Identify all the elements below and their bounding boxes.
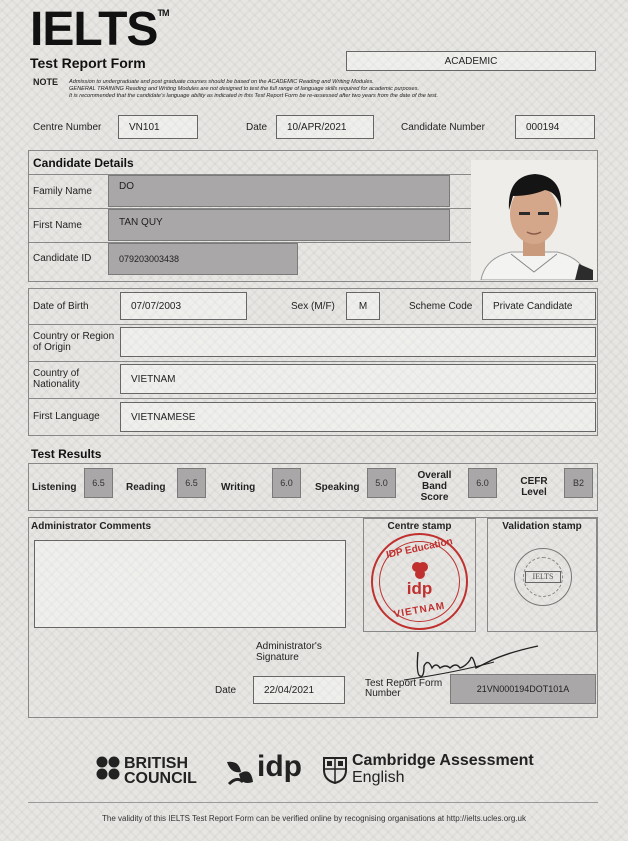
trf-number-field: 21VN000194DOT101A xyxy=(450,674,596,704)
cefr-level-label: CEFR Level xyxy=(520,476,548,498)
family-name-field: DO xyxy=(108,175,450,207)
british-council-dots-icon xyxy=(96,756,126,786)
stamp-bottom-text: VIETNAM xyxy=(392,600,447,621)
footer-verification-text: The validity of this IELTS Test Report Form can be verified online by recognising organisations at http://ielts.ucles.org.uk xyxy=(102,814,526,823)
centre-number-label: Centre Number xyxy=(33,122,102,133)
nationality-label: Country of Nationality xyxy=(33,368,80,390)
listening-label: Listening xyxy=(32,482,77,493)
scheme-code-field: Private Candidate xyxy=(482,292,596,320)
leaf-icon xyxy=(411,561,429,579)
candidate-photo xyxy=(471,160,597,280)
candidate-number-field: 000194 xyxy=(515,115,595,139)
form-title: Test Report Form xyxy=(30,55,146,71)
dob-field: 07/07/2003 xyxy=(120,292,247,320)
candidate-details-title: Candidate Details xyxy=(33,156,134,170)
centre-stamp-label: Centre stamp xyxy=(387,521,452,532)
scheme-code-label: Scheme Code xyxy=(409,301,473,312)
test-results-panel xyxy=(28,463,598,511)
listening-score: 6.5 xyxy=(84,468,113,498)
issue-date-label: Date xyxy=(215,685,237,696)
administrator-comments-label: Administrator Comments xyxy=(31,521,152,532)
test-results-title: Test Results xyxy=(31,447,102,461)
reading-label: Reading xyxy=(126,482,166,493)
validation-stamp xyxy=(514,548,572,606)
first-name-label: First Name xyxy=(33,220,82,231)
date-label: Date xyxy=(246,122,268,133)
cambridge-shield-icon xyxy=(322,756,348,784)
idp-logo: idp xyxy=(257,750,302,783)
candidate-id-field: 079203003438 xyxy=(108,243,298,275)
note-text: Admission to undergraduate and post graduate courses should be based on the ACADEMIC Reading and Writing Modules. GENERAL TRAINING Reading and Writing Modules are not designed to test the full range of language skills required for academic purposes. It is recommended that the candidate's language ability as indicated in this Test Report Form be re-assessed after two years from the date of the test. xyxy=(69,79,438,99)
first-name-field: TAN QUY xyxy=(108,209,450,241)
centre-number-field: VN101 xyxy=(118,115,198,139)
writing-score: 6.0 xyxy=(272,468,301,498)
module-field: ACADEMIC xyxy=(346,51,596,71)
first-language-field: VIETNAMESE xyxy=(120,402,596,432)
issue-date-field: 22/04/2021 xyxy=(253,676,345,704)
validation-center-text: IELTS xyxy=(525,571,561,583)
nationality-field: VIETNAM xyxy=(120,364,596,394)
writing-label: Writing xyxy=(221,482,256,493)
stamp-center-text: idp xyxy=(406,579,433,598)
test-date-field: 10/APR/2021 xyxy=(276,115,374,139)
sex-field: M xyxy=(346,292,380,320)
cambridge-assessment-logo: Cambridge Assessment English xyxy=(352,752,534,786)
ielts-logo: IELTS™ xyxy=(30,3,169,56)
idp-leaf-icon xyxy=(225,756,255,788)
note-label: NOTE xyxy=(33,77,59,87)
centre-stamp xyxy=(371,533,468,630)
family-name-label: Family Name xyxy=(33,186,92,197)
british-council-logo: BRITISH COUNCIL xyxy=(124,755,197,787)
signature-label: Administrator's Signature xyxy=(256,641,322,663)
origin-label: Country or Region of Origin xyxy=(33,331,115,353)
trf-number-label: Test Report Form Number xyxy=(365,678,443,699)
overall-band-label: Overall Band Score xyxy=(417,470,452,503)
candidate-number-label: Candidate Number xyxy=(401,122,485,133)
cefr-level-score: B2 xyxy=(564,468,593,498)
first-language-label: First Language xyxy=(33,411,100,422)
overall-band-score: 6.0 xyxy=(468,468,497,498)
candidate-id-label: Candidate ID xyxy=(33,253,92,264)
stamp-top-text: IDP Education xyxy=(385,536,454,561)
origin-field xyxy=(120,327,596,357)
validation-stamp-label: Validation stamp xyxy=(502,521,582,532)
speaking-score: 5.0 xyxy=(367,468,396,498)
administrator-comments-box xyxy=(34,540,346,628)
sex-label: Sex (M/F) xyxy=(291,301,335,312)
reading-score: 6.5 xyxy=(177,468,206,498)
speaking-label: Speaking xyxy=(315,482,360,493)
dob-label: Date of Birth xyxy=(33,301,89,312)
